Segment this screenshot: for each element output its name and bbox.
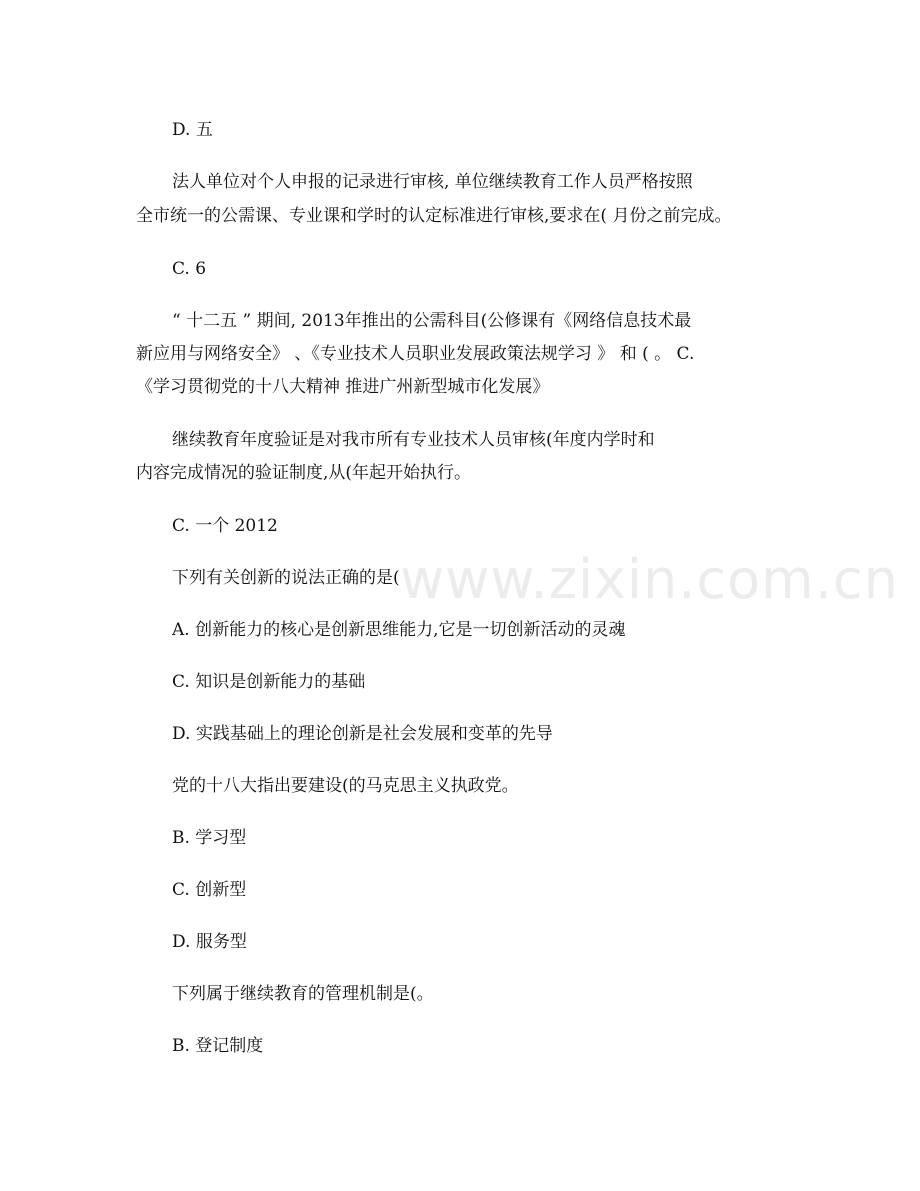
answer-option: C. 一个 2012: [172, 516, 278, 536]
question-paragraph-line: 继续教育年度验证是对我市所有专业技术人员审核(年度内学时和: [172, 430, 655, 450]
option-d-five: D. 五: [172, 120, 213, 140]
question-paragraph-line: 《学习贯彻党的十八大精神 推进广州新型城市化发展》: [136, 377, 550, 397]
question-line: 下列属于继续教育的管理机制是(。: [172, 984, 434, 1004]
question-paragraph-line: 法人单位对个人申报的记录进行审核, 单位继续教育工作人员严格按照: [172, 172, 693, 192]
answer-option: C. 6: [172, 259, 207, 279]
answer-option: C. 知识是创新能力的基础: [172, 672, 366, 692]
answer-option: A. 创新能力的核心是创新思维能力,它是一切创新活动的灵魂: [172, 620, 626, 640]
answer-option: D. 实践基础上的理论创新是社会发展和变革的先导: [172, 724, 553, 744]
watermark: www.zixin.com.cn: [400, 548, 899, 611]
question-line: 党的十八大指出要建设(的马克思主义执政党。: [172, 776, 519, 796]
answer-option: B. 登记制度: [172, 1036, 264, 1056]
question-paragraph-line: 内容完成情况的验证制度,从(年起开始执行。: [136, 463, 472, 483]
question-paragraph-line: 新应用与网络安全》 、《专业技术人员职业发展政策法规学习 》 和 ( 。 C.: [136, 344, 695, 364]
question-paragraph-line: 全市统一的公需课、专业课和学时的认定标准进行审核,要求在( 月份之前完成。: [136, 206, 732, 226]
question-line: 下列有关创新的说法正确的是(: [172, 568, 400, 588]
answer-option: B. 学习型: [172, 828, 247, 848]
answer-option: C. 创新型: [172, 880, 247, 900]
answer-option: D. 服务型: [172, 932, 247, 952]
question-paragraph-line: “ 十二五 ” 期间, 2013年推出的公需科目(公修课有《网络信息技术最: [172, 311, 692, 331]
